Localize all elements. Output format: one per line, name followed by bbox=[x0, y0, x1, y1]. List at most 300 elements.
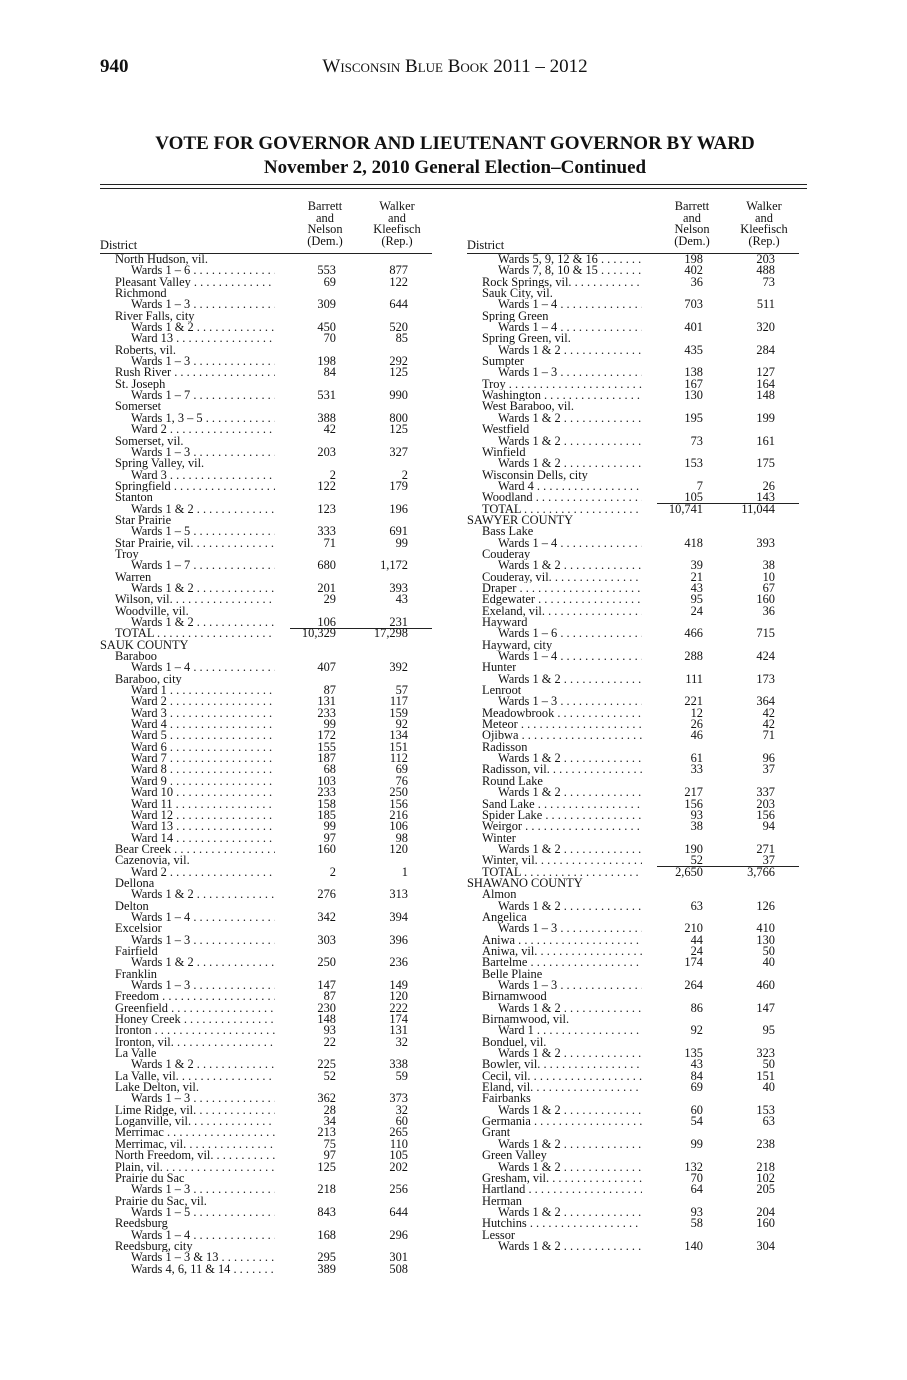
district-name: Ward 8 . . . bbox=[131, 764, 275, 775]
table-row bbox=[467, 730, 799, 741]
walker-kleefisch-votes: 231 bbox=[389, 615, 408, 629]
table-row bbox=[100, 878, 432, 889]
walker-kleefisch-votes: 147 bbox=[756, 1000, 775, 1015]
district-name: Hartland . . . bbox=[482, 1184, 642, 1195]
barrett-nelson-votes: 105 bbox=[684, 490, 703, 505]
table-row bbox=[467, 796, 799, 811]
district-name: Wards 1 & 2 . . . bbox=[498, 1162, 642, 1173]
table-row bbox=[100, 946, 432, 957]
barrett-nelson-votes: 43 bbox=[690, 1057, 703, 1072]
district-name: Ward 5 . . . bbox=[131, 730, 275, 741]
table-row bbox=[100, 345, 432, 356]
table-row bbox=[467, 1230, 799, 1241]
table-row bbox=[467, 1116, 799, 1127]
district-name: Ward 4 . . . bbox=[498, 481, 642, 492]
barrett-nelson-votes: 195 bbox=[684, 410, 703, 425]
walker-kleefisch-votes: 148 bbox=[756, 388, 775, 403]
barrett-nelson-votes: 28 bbox=[323, 1102, 336, 1117]
table-row bbox=[100, 333, 432, 344]
table-row bbox=[467, 1184, 799, 1195]
district-name: Honey Creek . . . bbox=[115, 1014, 275, 1025]
district-name: Woodland . . . bbox=[482, 492, 642, 503]
table-row bbox=[100, 685, 432, 696]
walker-kleefisch-votes: 1,172 bbox=[380, 558, 408, 573]
district-name: Ward 3 . . . bbox=[131, 708, 275, 719]
barrett-nelson-votes: 36 bbox=[690, 274, 703, 289]
district-name: Hutchins . . . bbox=[482, 1218, 642, 1229]
district-name: Birnamwood, vil. bbox=[482, 1014, 570, 1026]
table-row bbox=[467, 912, 799, 923]
table-row bbox=[467, 424, 799, 435]
district-name: Winter bbox=[482, 832, 516, 844]
district-name: Meteor . . . bbox=[482, 719, 642, 730]
district-name: Roberts, vil. bbox=[115, 344, 176, 357]
walker-kleefisch-votes: 313 bbox=[389, 887, 408, 902]
walker-kleefisch-votes: 3,766 bbox=[747, 864, 775, 879]
table-row bbox=[467, 549, 799, 560]
walker-kleefisch-votes: 37 bbox=[762, 853, 775, 868]
district-name: Lessor bbox=[482, 1229, 516, 1241]
walker-kleefisch-votes: 106 bbox=[389, 819, 408, 834]
walker-kleefisch-votes: 98 bbox=[395, 830, 408, 845]
table-row bbox=[100, 478, 432, 493]
table-row bbox=[100, 572, 432, 583]
barrett-nelson-votes: 295 bbox=[317, 1250, 336, 1265]
table-row bbox=[467, 560, 799, 571]
district-name: Wards 1 & 2 . . . bbox=[498, 844, 642, 855]
walker-kleefisch-votes: 96 bbox=[762, 751, 775, 766]
walker-kleefisch-votes: 156 bbox=[756, 807, 775, 822]
table-row bbox=[467, 719, 799, 730]
table-row bbox=[100, 560, 432, 571]
walker-kleefisch-votes: 1 bbox=[401, 864, 408, 879]
district-name: Wards 1 – 4 . . . bbox=[498, 299, 642, 310]
table-row bbox=[100, 467, 432, 482]
district-name: Wards 1 – 4 . . . bbox=[131, 662, 275, 673]
header-line: Nelson bbox=[307, 222, 343, 237]
table-row bbox=[100, 515, 432, 526]
table-row bbox=[100, 1184, 432, 1195]
district-name: Wards 1 & 2 . . . bbox=[498, 901, 642, 912]
county-heading bbox=[467, 515, 799, 526]
table-row bbox=[467, 526, 799, 537]
barrett-nelson-votes: 29 bbox=[323, 592, 336, 607]
barrett-nelson-votes: 61 bbox=[690, 751, 703, 766]
barrett-nelson-header bbox=[657, 201, 727, 248]
district-name: Wards 1 – 7 . . . bbox=[131, 560, 275, 571]
walker-kleefisch-votes: 143 bbox=[756, 490, 775, 505]
walker-kleefisch-votes: 202 bbox=[389, 1159, 408, 1174]
barrett-nelson-votes: 140 bbox=[684, 1238, 703, 1253]
table-row bbox=[100, 1196, 432, 1207]
walker-kleefisch-votes: 338 bbox=[389, 1057, 408, 1072]
walker-kleefisch-votes: 393 bbox=[389, 580, 408, 595]
district-header: District bbox=[100, 238, 138, 252]
district-name: Bowler, vil. . . . bbox=[482, 1059, 642, 1070]
table-row bbox=[100, 1127, 432, 1138]
district-name: TOTAL . . . bbox=[482, 504, 642, 515]
district-name: Baraboo, city bbox=[115, 673, 182, 686]
walker-kleefisch-votes: 92 bbox=[395, 717, 408, 732]
walker-kleefisch-votes: 73 bbox=[762, 274, 775, 289]
barrett-nelson-votes: 12 bbox=[690, 705, 703, 720]
walker-kleefisch-votes: 11,044 bbox=[741, 501, 775, 516]
table-row bbox=[467, 651, 799, 662]
walker-kleefisch-votes: 304 bbox=[756, 1238, 775, 1253]
table-row bbox=[100, 651, 432, 662]
walker-kleefisch-votes: 204 bbox=[756, 1204, 775, 1219]
barrett-nelson-votes: 125 bbox=[317, 1159, 336, 1174]
district-name: Wards 1 & 2 . . . bbox=[498, 436, 642, 447]
walker-kleefisch-votes: 292 bbox=[389, 354, 408, 369]
district-name: Angelica bbox=[482, 911, 527, 924]
district-name: Wards 1 & 2 . . . bbox=[498, 345, 642, 356]
table-row bbox=[100, 254, 432, 265]
district-name: Somerset, vil. bbox=[115, 435, 184, 447]
barrett-nelson-votes: 43 bbox=[690, 580, 703, 595]
table-row bbox=[467, 764, 799, 775]
district-name: Ward 7 . . . bbox=[131, 753, 275, 764]
barrett-nelson-votes: 64 bbox=[690, 1182, 703, 1197]
walker-kleefisch-votes: 149 bbox=[389, 978, 408, 992]
district-name: Ward 10 . . . bbox=[131, 787, 275, 798]
walker-kleefisch-votes: 222 bbox=[389, 1000, 408, 1015]
walker-kleefisch-votes: 102 bbox=[756, 1170, 775, 1185]
barrett-nelson-votes: 185 bbox=[317, 807, 336, 822]
district-name: Wards 1 & 2 . . . bbox=[498, 674, 642, 685]
table-row bbox=[100, 1173, 432, 1184]
district-name: Grant bbox=[482, 1127, 511, 1139]
district-name: Ward 13 . . . bbox=[131, 333, 275, 344]
barrett-nelson-votes: 60 bbox=[690, 1102, 703, 1117]
barrett-nelson-votes: 99 bbox=[323, 717, 336, 732]
barrett-nelson-votes: 44 bbox=[690, 932, 703, 947]
table-row bbox=[467, 671, 799, 686]
county-heading bbox=[467, 878, 799, 889]
district-name: Wards 1 – 5 . . . bbox=[131, 526, 275, 537]
barrett-nelson-votes: 111 bbox=[685, 671, 703, 686]
district-name: Prairie du Sac, vil. bbox=[115, 1195, 207, 1207]
table-row bbox=[467, 1093, 799, 1104]
district-name: Wards 1 & 2 . . . bbox=[498, 458, 642, 469]
walker-kleefisch-votes: 40 bbox=[762, 1080, 775, 1095]
table-row bbox=[100, 1034, 432, 1049]
district-name: Wards 1 & 2 . . . bbox=[498, 1207, 642, 1218]
table-row bbox=[467, 753, 799, 764]
district-name: Stanton bbox=[115, 492, 153, 504]
district-name: Ward 1 . . . bbox=[131, 685, 275, 696]
table-row bbox=[100, 889, 432, 900]
walker-kleefisch-votes: 156 bbox=[389, 796, 408, 811]
district-name: Ward 4 . . . bbox=[131, 719, 275, 730]
district-name: Wards 1 – 3 . . . bbox=[498, 696, 642, 707]
barrett-nelson-votes: 221 bbox=[684, 694, 703, 709]
barrett-nelson-votes: 288 bbox=[684, 649, 703, 664]
table-title: VOTE FOR GOVERNOR AND LIEUTENANT GOVERNOR BY WARD bbox=[155, 133, 755, 154]
district-name: Wards 1 – 3 . . . bbox=[498, 367, 642, 378]
header-line: (Rep.) bbox=[748, 234, 780, 249]
district-name: Troy . . . bbox=[482, 379, 642, 390]
district-name: Ward 12 . . . bbox=[131, 810, 275, 821]
barrett-nelson-votes: 203 bbox=[317, 444, 336, 459]
district-name: River Falls, city bbox=[115, 310, 195, 323]
walker-kleefisch-votes: 715 bbox=[756, 626, 775, 641]
barrett-nelson-votes: 210 bbox=[684, 921, 703, 936]
barrett-nelson-votes: 435 bbox=[684, 342, 703, 357]
district-name: Woodville, vil. bbox=[115, 605, 189, 617]
table-row bbox=[100, 932, 432, 947]
table-row bbox=[467, 980, 799, 991]
district-name: Merrimac, vil. . . . bbox=[115, 1139, 275, 1150]
district-name: Belle Plaine bbox=[482, 968, 543, 980]
barrett-nelson-votes: 95 bbox=[690, 592, 703, 607]
walker-kleefisch-votes: 508 bbox=[389, 1261, 408, 1276]
barrett-nelson-votes: 168 bbox=[317, 1227, 336, 1242]
district-name: Somerset bbox=[115, 401, 162, 413]
district-name: SAWYER COUNTY bbox=[467, 514, 574, 527]
table-row bbox=[467, 841, 799, 856]
district-name: Couderay bbox=[482, 548, 531, 561]
district-name: Aniwa . . . bbox=[482, 935, 642, 946]
table-row bbox=[100, 410, 432, 425]
walker-kleefisch-header bbox=[729, 201, 799, 248]
table-row bbox=[467, 617, 799, 628]
walker-kleefisch-votes: 320 bbox=[756, 320, 775, 335]
barrett-nelson-votes: 225 bbox=[317, 1057, 336, 1072]
table-row bbox=[467, 322, 799, 333]
barrett-nelson-votes: 7 bbox=[696, 478, 703, 493]
walker-kleefisch-votes: 42 bbox=[762, 717, 775, 732]
barrett-nelson-votes: 130 bbox=[684, 388, 703, 403]
barrett-nelson-votes: 70 bbox=[690, 1170, 703, 1185]
table-row bbox=[467, 898, 799, 913]
barrett-nelson-votes: 46 bbox=[690, 728, 703, 743]
district-name: Bear Creek . . . bbox=[115, 844, 275, 855]
column-header bbox=[467, 201, 799, 253]
walker-kleefisch-votes: 37 bbox=[762, 762, 775, 777]
table-row bbox=[467, 821, 799, 832]
walker-kleefisch-votes: 43 bbox=[395, 592, 408, 607]
walker-kleefisch-votes: 120 bbox=[389, 989, 408, 1004]
walker-kleefisch-votes: 134 bbox=[389, 728, 408, 743]
header-line: Walker bbox=[379, 199, 415, 213]
barrett-nelson-votes: 97 bbox=[323, 1148, 336, 1163]
walker-kleefisch-votes: 644 bbox=[389, 297, 408, 312]
table-row bbox=[467, 390, 799, 401]
walker-kleefisch-votes: 161 bbox=[756, 433, 775, 448]
district-name: Cazenovia, vil. bbox=[115, 855, 190, 867]
district-name: Wards 1 – 7 . . . bbox=[131, 390, 275, 401]
walker-kleefisch-votes: 990 bbox=[389, 388, 408, 403]
walker-kleefisch-votes: 327 bbox=[389, 444, 408, 459]
district-name: Ward 13 . . . bbox=[131, 821, 275, 832]
table-row bbox=[467, 1150, 799, 1161]
district-name: Wards 1 & 2 . . . bbox=[498, 1139, 642, 1150]
header-line: (Dem.) bbox=[674, 234, 710, 249]
table-row bbox=[100, 274, 432, 289]
walker-kleefisch-votes: 126 bbox=[756, 898, 775, 913]
district-name: Loganville, vil. . . . bbox=[115, 1116, 275, 1127]
barrett-nelson-votes: 450 bbox=[317, 320, 336, 335]
barrett-nelson-votes: 153 bbox=[684, 456, 703, 471]
book-title: Wisconsin Blue Book 2011 – 2012 bbox=[322, 56, 588, 77]
table-row bbox=[467, 265, 799, 276]
district-name: Edgewater . . . bbox=[482, 594, 642, 605]
table-row bbox=[467, 342, 799, 357]
district-name: Spring Green bbox=[482, 310, 549, 323]
district-name: Eland, vil. . . . bbox=[482, 1082, 642, 1093]
district-name: Troy bbox=[115, 548, 139, 561]
barrett-nelson-votes: 63 bbox=[690, 898, 703, 913]
barrett-nelson-votes: 402 bbox=[684, 263, 703, 278]
walker-kleefisch-votes: 337 bbox=[756, 785, 775, 800]
district-name: Plain, vil. . . . bbox=[115, 1162, 275, 1173]
barrett-nelson-votes: 531 bbox=[317, 388, 336, 403]
walker-kleefisch-votes: 424 bbox=[756, 649, 775, 664]
table-row bbox=[467, 807, 799, 822]
running-head bbox=[100, 56, 810, 80]
walker-kleefisch-votes: 130 bbox=[756, 932, 775, 947]
barrett-nelson-votes: 174 bbox=[684, 955, 703, 970]
district-name: Wards 1 – 3 . . . bbox=[131, 1093, 275, 1104]
walker-kleefisch-votes: 179 bbox=[389, 478, 408, 493]
table-row bbox=[467, 433, 799, 448]
district-name: Ironton, vil. . . . bbox=[115, 1037, 275, 1048]
table-row bbox=[100, 501, 432, 516]
barrett-nelson-votes: 10,329 bbox=[301, 626, 336, 641]
barrett-nelson-votes: 86 bbox=[690, 1000, 703, 1015]
district-header: District bbox=[467, 238, 505, 252]
district-name: Ward 11 . . . bbox=[131, 799, 275, 810]
walker-kleefisch-votes: 151 bbox=[389, 739, 408, 754]
district-name: Wards 1 & 2 . . . bbox=[498, 1105, 642, 1116]
district-name: Wards 1 & 2 . . . bbox=[498, 1241, 642, 1252]
table-row bbox=[100, 311, 432, 322]
table-row bbox=[100, 796, 432, 811]
table-row bbox=[467, 1000, 799, 1015]
district-name: Wards 1 – 3 . . . bbox=[131, 980, 275, 991]
table-row bbox=[100, 606, 432, 617]
table-row bbox=[100, 980, 432, 991]
barrett-nelson-votes: 103 bbox=[317, 773, 336, 788]
table-row bbox=[100, 991, 432, 1002]
barrett-nelson-votes: 84 bbox=[690, 1068, 703, 1083]
table-row bbox=[467, 333, 799, 344]
barrett-nelson-votes: 250 bbox=[317, 955, 336, 970]
table-row bbox=[100, 1059, 432, 1070]
district-name: Greenfield . . . bbox=[115, 1003, 275, 1014]
barrett-nelson-votes: 407 bbox=[317, 660, 336, 675]
walker-kleefisch-votes: 32 bbox=[395, 1102, 408, 1117]
table-row bbox=[467, 478, 799, 493]
table-row bbox=[100, 379, 432, 390]
barrett-nelson-votes: 24 bbox=[690, 603, 703, 618]
barrett-nelson-votes: 54 bbox=[690, 1114, 703, 1129]
district-name: Cecil, vil. . . . bbox=[482, 1071, 642, 1082]
district-name: Washington . . . bbox=[482, 390, 642, 401]
district-name: Rock Springs, vil. . . . bbox=[482, 277, 642, 288]
table-row bbox=[467, 401, 799, 412]
district-name: Wards 1 & 2 . . . bbox=[131, 617, 275, 628]
walker-kleefisch-votes: 40 bbox=[762, 955, 775, 970]
walker-kleefisch-votes: 151 bbox=[756, 1068, 775, 1083]
table-row bbox=[100, 1093, 432, 1104]
barrett-nelson-votes: 106 bbox=[317, 615, 336, 629]
district-name: Radisson, vil. . . . bbox=[482, 764, 642, 775]
barrett-nelson-votes: 198 bbox=[317, 354, 336, 369]
table-row bbox=[467, 662, 799, 673]
district-name: Round Lake bbox=[482, 775, 543, 788]
walker-kleefisch-votes: 256 bbox=[389, 1182, 408, 1197]
district-name: Hunter bbox=[482, 662, 517, 674]
table-row bbox=[467, 1204, 799, 1219]
table-row bbox=[467, 833, 799, 844]
barrett-nelson-votes: 26 bbox=[690, 717, 703, 732]
district-name: Aniwa, vil. . . . bbox=[482, 946, 642, 957]
table-row bbox=[100, 1218, 432, 1229]
walker-kleefisch-votes: 67 bbox=[762, 580, 775, 595]
district-name: Wards 1 – 6 . . . bbox=[498, 628, 642, 639]
district-name: Meadowbrook . . . bbox=[482, 708, 642, 719]
walker-kleefisch-votes: 196 bbox=[389, 501, 408, 516]
barrett-nelson-votes: 10,741 bbox=[668, 501, 703, 516]
walker-kleefisch-votes: 99 bbox=[395, 535, 408, 550]
header-line: and bbox=[316, 210, 334, 225]
table-row bbox=[467, 1218, 799, 1229]
district-name: Pleasant Valley . . . bbox=[115, 277, 275, 288]
barrett-nelson-votes: 388 bbox=[317, 410, 336, 425]
district-name: Almon bbox=[482, 889, 517, 901]
barrett-nelson-votes: 843 bbox=[317, 1204, 336, 1219]
total-row bbox=[467, 864, 799, 879]
district-name: Spring Green, vil. bbox=[482, 333, 571, 345]
table-row bbox=[467, 299, 799, 310]
table-row bbox=[100, 855, 432, 866]
district-name: Wards 1 & 2 . . . bbox=[131, 889, 275, 900]
district-name: Ironton . . . bbox=[115, 1025, 275, 1036]
walker-kleefisch-votes: 203 bbox=[756, 252, 775, 266]
left-rows bbox=[100, 254, 432, 1275]
table-row bbox=[467, 685, 799, 696]
header-line: Walker bbox=[746, 199, 782, 213]
district-name: Draper . . . bbox=[482, 583, 642, 594]
district-name: Wards 1 & 2 . . . bbox=[498, 560, 642, 571]
barrett-nelson-votes: 172 bbox=[317, 728, 336, 743]
barrett-nelson-votes: 68 bbox=[323, 762, 336, 777]
walker-kleefisch-votes: 174 bbox=[389, 1012, 408, 1027]
walker-kleefisch-votes: 488 bbox=[756, 263, 775, 278]
district-name: Hayward, city bbox=[482, 639, 553, 652]
walker-kleefisch-votes: 160 bbox=[756, 1216, 775, 1231]
barrett-nelson-votes: 69 bbox=[323, 274, 336, 289]
header-line: Nelson bbox=[674, 222, 710, 237]
barrett-nelson-votes: 97 bbox=[323, 830, 336, 845]
district-name: Couderay, vil. . . . bbox=[482, 572, 642, 583]
table-row bbox=[467, 356, 799, 367]
barrett-nelson-votes: 99 bbox=[690, 1136, 703, 1151]
district-name: North Hudson, vil. bbox=[115, 254, 208, 266]
district-name: Green Valley bbox=[482, 1150, 547, 1162]
walker-kleefisch-votes: 511 bbox=[756, 297, 775, 312]
table-row bbox=[100, 1252, 432, 1263]
walker-kleefisch-votes: 236 bbox=[389, 955, 408, 970]
district-name: Wards 1 – 5 . . . bbox=[131, 1207, 275, 1218]
district-name: Sand Lake . . . bbox=[482, 799, 642, 810]
walker-kleefisch-votes: 125 bbox=[389, 365, 408, 380]
district-name: TOTAL . . . bbox=[115, 628, 275, 639]
table-row bbox=[100, 401, 432, 412]
district-name: Winter, vil. . . . bbox=[482, 855, 642, 866]
